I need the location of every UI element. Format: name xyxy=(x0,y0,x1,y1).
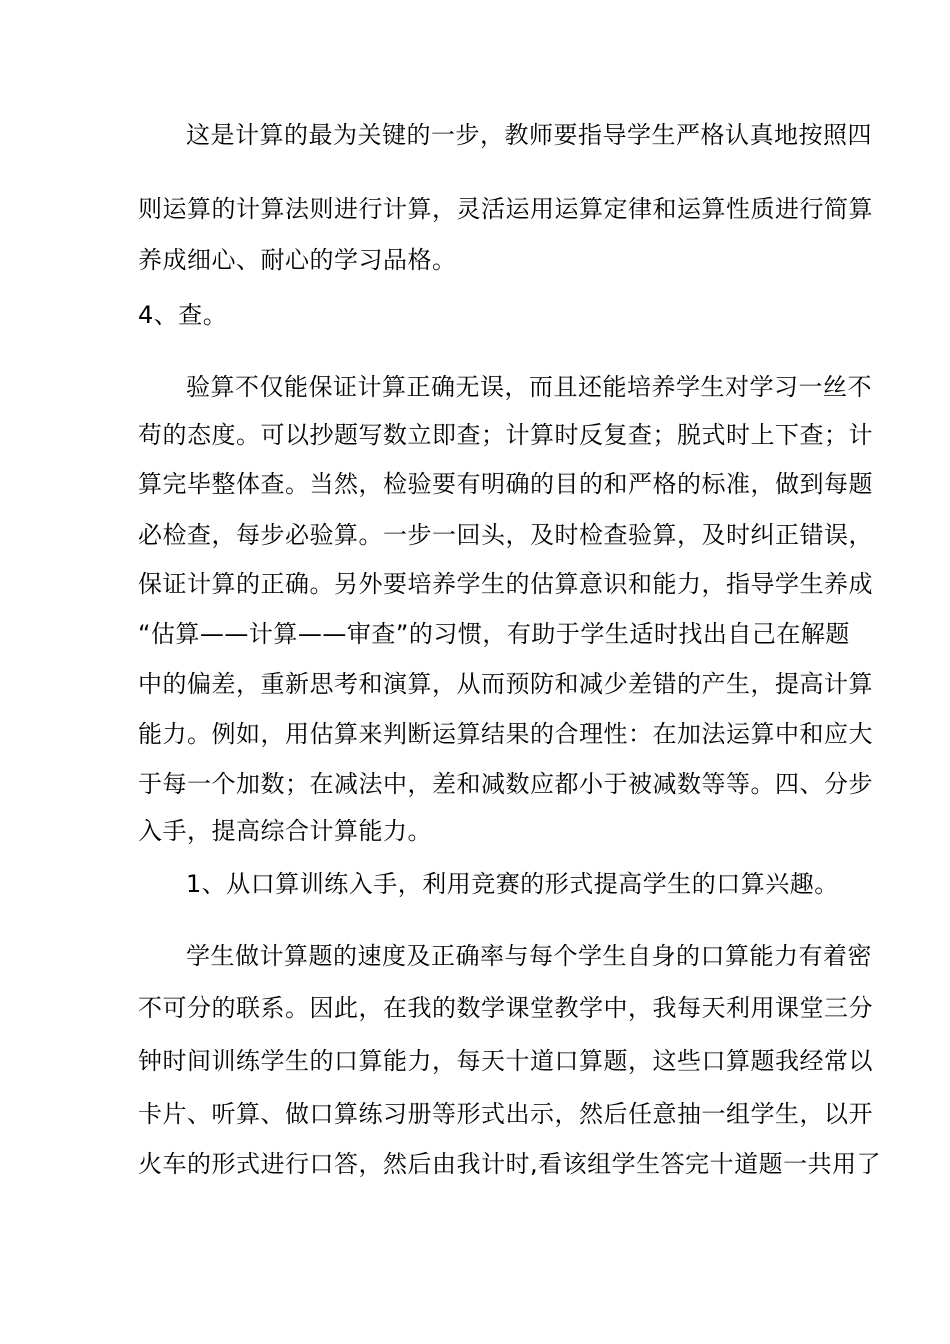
section-heading: 4、查。 xyxy=(138,301,228,329)
paragraph-line: 入手，提高综合计算能力。 xyxy=(138,817,432,845)
paragraph-line: 中的偏差，重新思考和演算，从而预防和减少差错的产生，提高计算 xyxy=(138,670,873,698)
paragraph-line: 苟的态度。可以抄题写数立即查；计算时反复查；脱式时上下查；计 xyxy=(138,421,873,449)
paragraph-line: 不可分的联系。因此，在我的数学课堂教学中，我每天利用课堂三分 xyxy=(138,994,873,1022)
paragraph-line: 养成细心、耐心的学习品格。 xyxy=(138,246,457,274)
paragraph-line: 必检查，每步必验算。一步一回头，及时检查验算，及时纠正错误， xyxy=(138,521,873,549)
paragraph-line: 验算不仅能保证计算正确无误，而且还能培养学生对学习一丝不 xyxy=(186,373,872,401)
paragraph-line: 火车的形式进行口答，然后由我计时,看该组学生答完十道题一共用了 xyxy=(138,1150,882,1178)
paragraph-line: 于每一个加数；在减法中，差和减数应都小于被减数等等。四、分步 xyxy=(138,770,873,798)
paragraph-line: 钟时间训练学生的口算能力，每天十道口算题，这些口算题我经常以 xyxy=(138,1047,873,1075)
paragraph-line: 学生做计算题的速度及正确率与每个学生自身的口算能力有着密 xyxy=(186,942,872,970)
paragraph-line: 则运算的计算法则进行计算，灵活运用运算定律和运算性质进行简算 xyxy=(138,195,873,223)
paragraph-line: 卡片、听算、做口算练习册等形式出示，然后任意抽一组学生，以开 xyxy=(138,1100,873,1128)
paragraph-line: 算完毕整体查。当然，检验要有明确的目的和严格的标准，做到每题 xyxy=(138,470,873,498)
section-heading: 1、从口算训练入手，利用竞赛的形式提高学生的口算兴趣。 xyxy=(186,870,839,898)
paragraph-line: 能力。例如，用估算来判断运算结果的合理性：在加法运算中和应大 xyxy=(138,720,873,748)
paragraph-line: 保证计算的正确。另外要培养学生的估算意识和能力，指导学生养成 xyxy=(138,570,873,598)
paragraph-line: “估算——计算——审查”的习惯，有助于学生适时找出自己在解题 xyxy=(138,620,850,648)
paragraph-line: 这是计算的最为关键的一步，教师要指导学生严格认真地按照四 xyxy=(186,121,872,149)
